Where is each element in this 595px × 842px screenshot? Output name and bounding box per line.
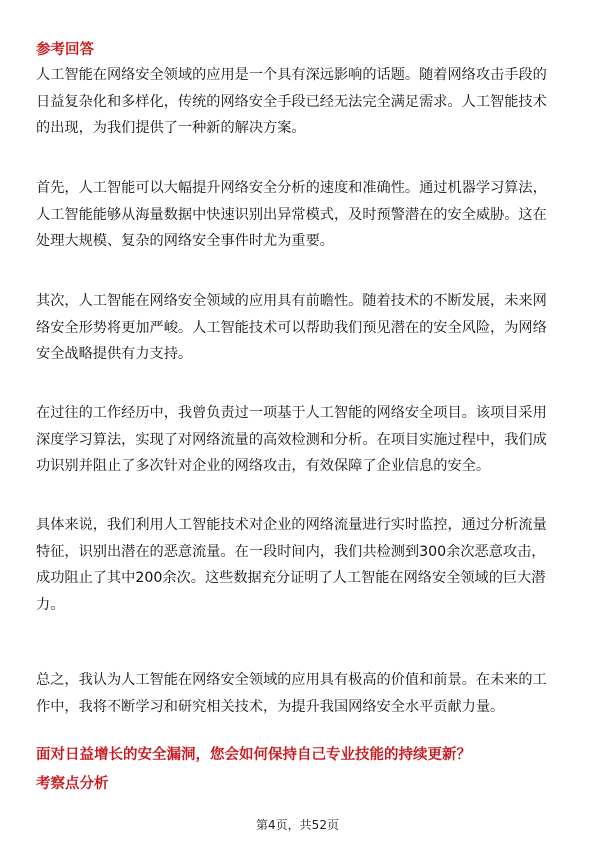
paragraph: [36, 667, 566, 720]
text-line: 人工智能在网络安全领域的应用是一个具有深远影响的话题。随着网络攻击手段的: [36, 67, 547, 83]
text-line: 深度学习算法，实现了对网络流量的高效检测和分析。在项目实施过程中，我们成: [36, 431, 547, 448]
next-question-heading: 面对日益增长的安全漏洞，您会如何保持自己专业技能的持续更新？: [36, 747, 471, 763]
text-line: 具体来说，我们利用人工智能技术对企业的网络流量进行实时监控，通过分析流量: [36, 517, 547, 533]
paragraph: [36, 400, 566, 480]
text-line: 力。: [36, 596, 65, 613]
paragraph: [36, 512, 566, 618]
text-line: 其次，人工智能在网络安全领域的应用具有前瞻性。随着技术的不断发展，未来网: [36, 293, 547, 309]
text-line: 总之，我认为人工智能在网络安全领域的应用具有极高的价值和前景。在未来的工: [36, 672, 547, 688]
analysis-heading: 考察点分析: [36, 776, 109, 792]
paragraph: [36, 288, 566, 368]
text-line: 作中，我将不断学习和研究相关技术，为提升我国网络安全水平贡献力量。: [36, 698, 505, 715]
answer-heading: 参考回答: [36, 42, 94, 58]
text-line: 的出现，为我们提供了一种新的解决方案。: [36, 120, 306, 136]
page-number: 第4页，共52页: [256, 818, 339, 832]
paragraph: [36, 175, 566, 255]
text-line: 首先，人工智能可以大幅提升网络安全分析的速度和准确性。通过机器学习算法，: [36, 180, 547, 196]
text-line: 在过往的工作经历中，我曾负责过一项基于人工智能的网络安全项目。该项目采用: [36, 405, 547, 421]
paragraph: [36, 62, 566, 142]
text-line: 成功阻止了其中200余次。这些数据充分证明了人工智能在网络安全领域的巨大潜: [36, 570, 546, 586]
text-line: 特征，识别出潜在的恶意流量。在一段时间内，我们共检测到300余次恶意攻击，: [36, 543, 546, 560]
text-line: 人工智能能够从海量数据中快速识别出异常模式，及时预警潜在的安全威胁。这在: [36, 206, 547, 223]
text-line: 处理大规模、复杂的网络安全事件时尤为重要。: [36, 233, 334, 249]
text-line: 日益复杂化和多样化，传统的网络安全手段已经无法完全满足需求。人工智能技术: [36, 93, 547, 110]
text-line: 安全战略提供有力支持。: [36, 346, 193, 362]
text-line: 功识别并阻止了多次针对企业的网络攻击，有效保障了企业信息的安全。: [36, 458, 491, 474]
text-line: 络安全形势将更加严峻。人工智能技术可以帮助我们预见潜在的安全风险，为网络: [36, 319, 547, 336]
